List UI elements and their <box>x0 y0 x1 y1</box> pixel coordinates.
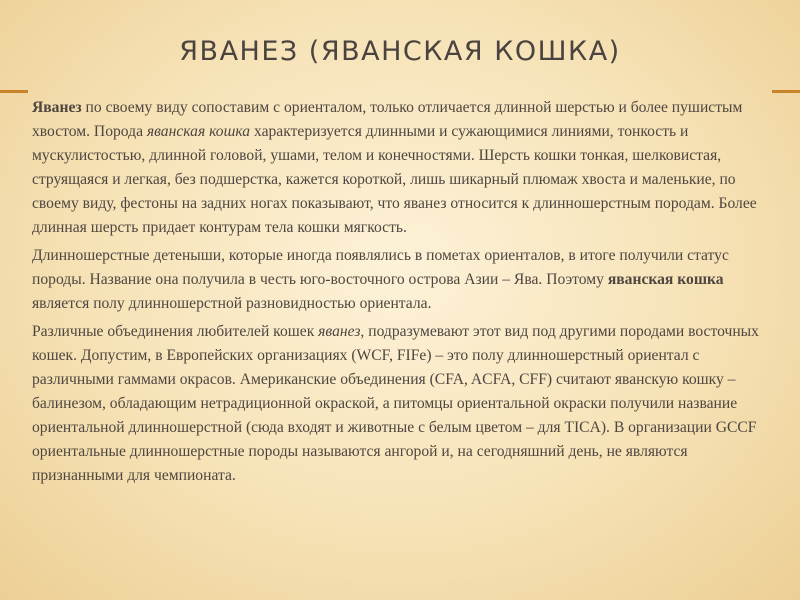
text-run: характеризуется длинными и сужающимися линиями, тонкость и мускулистостью, длинной головой, ушами, телом и конечностями. Шерсть кошки тонкая, шелковистая, струящаяся и легкая, без подшерстка, кажется короткой, лишь шикарный плюмаж хвоста и маленькие, по своему виду, фестоны на задних ногах показывают, что яванез относится к длинношерстным породам. Более длинная шерсть придает контурам тела кошки мягкость. <box>32 123 757 236</box>
text-run: является полу длинношерстной разновидностью ориентала. <box>32 295 432 312</box>
text-run: Длинношерстные детеныши, которые иногда появлялись в пометах ориенталов, в итоге получили статус породы. Название она получила в честь юго-восточного острова Азии – Ява. Поэтому <box>32 247 729 288</box>
right-accent-rule <box>772 90 800 93</box>
text-run: , подразумевают этот вид под другими породами восточных кошек. Допустим, в Европейских организациях (WCF, FIFe) – это полу длинношерстный ориентал с различными гаммами окрасов. Американские объединения (CFA, ACFA, CFF) считают яванскую кошку – балинезом, обладающим нетрадиционной окраской, а питомцы ориентальной окраски получили название ориентальной длинношерстной (сюда входят и животные с белым цветом – для TICA). В организации GCCF ориентальные длинношерстные породы называются ангорой и, на сегодняшний день, не являются признанными для чемпионата. <box>32 323 759 484</box>
text-run: Различные объединения любителей кошек <box>32 323 319 340</box>
slide-body <box>32 96 770 492</box>
left-accent-rule <box>0 90 28 93</box>
bold-term: Яванез <box>32 99 82 116</box>
slide-title: ЯВАНЕЗ (ЯВАНСКАЯ КОШКА) <box>179 36 621 67</box>
text-run: по своему виду сопоставим с ориенталом, только отличается длинной шерстью и более пушистым хвостом. Порода <box>32 99 743 140</box>
paragraph-3 <box>32 320 770 488</box>
bold-term: яванская кошка <box>607 271 724 288</box>
paragraph-1 <box>32 96 770 240</box>
italic-term: яванез <box>318 323 361 340</box>
paragraph-2 <box>32 244 770 316</box>
italic-term: яванская кошка <box>146 123 251 140</box>
